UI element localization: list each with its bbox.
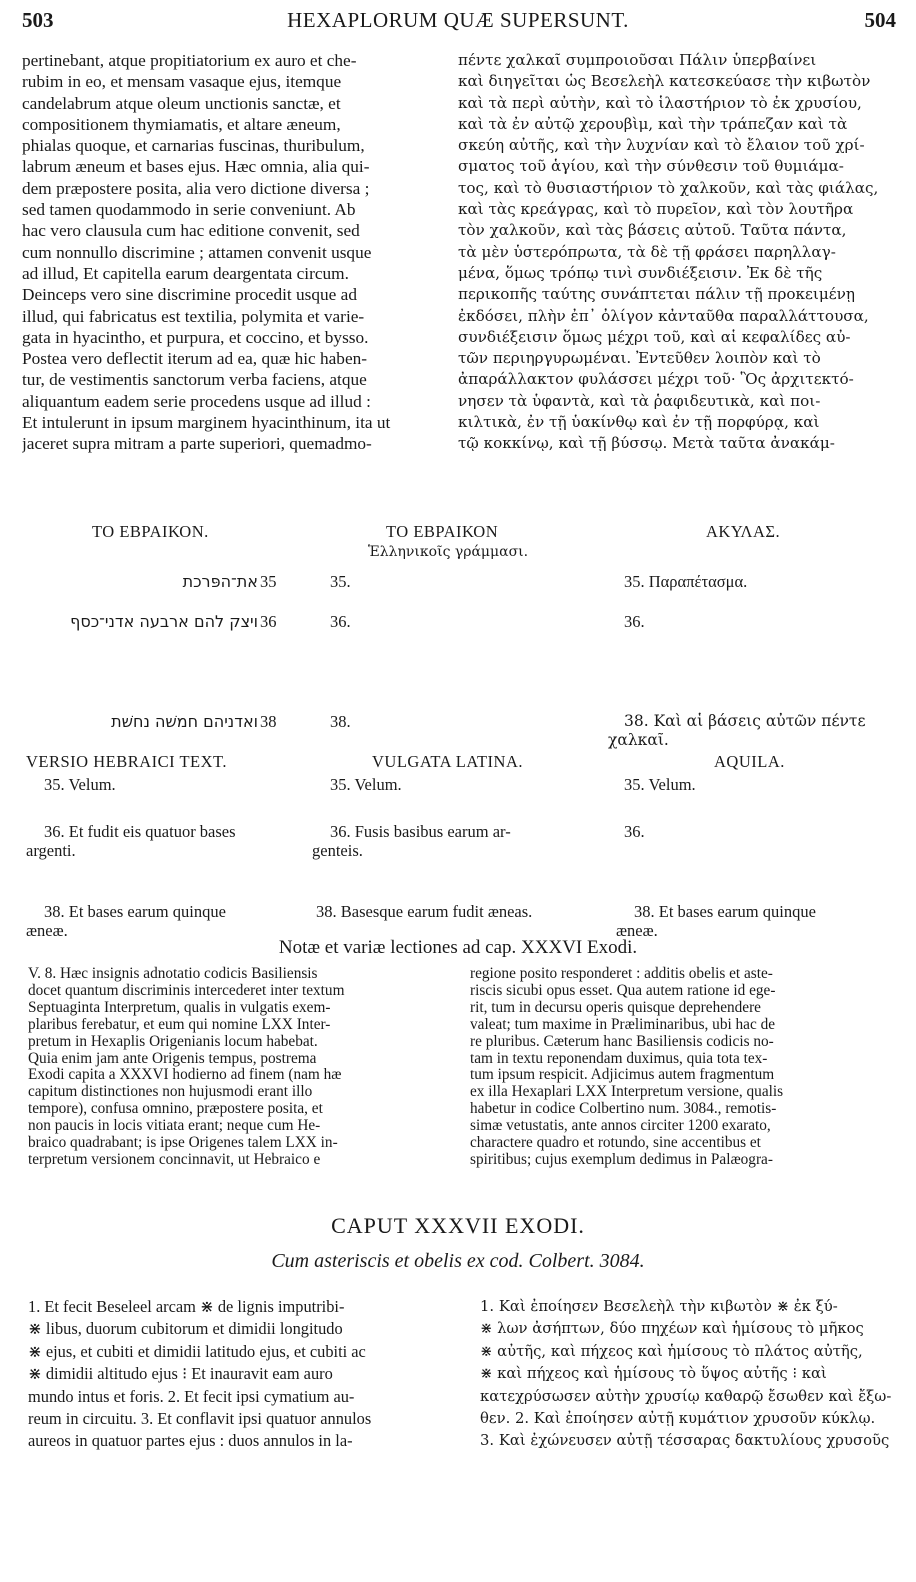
text-line: capitum distinctiones non hujusmodi erant illo: [28, 1084, 313, 1101]
hebrew-verse-38: ואדניהם חמשׁה נחשׁת: [111, 712, 258, 731]
text-line: aureos in quatuor partes ejus : duos annulos in la-: [28, 1431, 353, 1451]
text-line: 38. Et bases earum quinque: [44, 902, 226, 921]
text-line: ad illud, Et capitella earum deargentata circum.: [22, 263, 349, 283]
text-line: ἀπαράλλακτον φυλάσσει μέχρι τοῦ· Ὃς ἀρχιτεκτό-: [458, 370, 854, 389]
text-line: ⋇ λων ἀσήπτων, δύο πηχέων καὶ ἡμίσους τὸ μῆκος: [480, 1320, 864, 1338]
text-line: cum nonnullo discrimine ; attamen convenit usque: [22, 242, 372, 262]
greek-commentary: [458, 50, 898, 455]
text-line: tam in textu reponendam duximus, quia tota tex-: [470, 1050, 768, 1067]
column-header-hebrew: ΤΟ ΕΒΡΑΙΚΟΝ.: [92, 522, 209, 541]
aquila-greek-verse-35: 35. Παραπέτασμα.: [624, 572, 748, 591]
text-line: τὸν χαλκοῦν, καὶ τὰς βάσεις αὐτοῦ. Ταῦτα πάντα,: [458, 221, 847, 240]
vulgata-verse-36: [312, 822, 590, 860]
text-line: phialas quoque, et carnarias fuscinas, thuribulum,: [22, 136, 365, 156]
text-line: sed tamen quodammodo in serie conveniunt. Ab: [22, 200, 356, 220]
text-line: καὶ τὰς κρεάγρας, καὶ τὸ πυρεῖον, καὶ τὸν λουτῆρα: [458, 200, 854, 219]
text-line: dem præpostere posita, alia vero dictione diversa ;: [22, 178, 370, 198]
text-line: tum ipsum respicit. Adjicimus autem fragmentum: [470, 1067, 775, 1084]
text-line: non paucis in locis vitiata erant; neque cum He-: [28, 1118, 321, 1135]
aquila-greek-verse-36: 36.: [624, 612, 645, 631]
text-line: hac vero clausula cum hac editione convenit, sed: [22, 221, 360, 241]
text-line: Et intulerunt in ipsum marginem hyacinthinum, ita ut: [22, 413, 391, 433]
notes-title: Notæ et variæ lectiones ad cap. XXXVI Exodi.: [278, 937, 638, 958]
text-line: tur, de vestimentis sanctorum verba faciens, atque: [22, 370, 367, 390]
text-line: κατεχρύσωσεν αὐτὴν χρυσίῳ καθαρῷ ἔσωθεν καὶ ἔξω-: [480, 1387, 892, 1405]
text-line: 3. Καὶ ἐχώνευσεν αὐτῇ τέσσαρας δακτυλίους χρυσοῦς: [480, 1432, 890, 1450]
text-line: νησεν τὰ ὑφαντὰ, καὶ τὰ ῥαφιδευτικὰ, καὶ ποι-: [458, 391, 821, 410]
text-line: Quia enim jam ante Origenis tempus, postrema: [28, 1050, 317, 1067]
text-line: Septuaginta Interpretum, qualis in vulgatis exem-: [28, 999, 331, 1016]
text-line: re pluribus. Cæterum hanc Basiliensis codicis no-: [470, 1033, 774, 1050]
text-line: valeat; tum maxime in Præliminaribus, ubi hac de: [470, 1016, 776, 1033]
text-line: καὶ τὰ ἐν αὐτῷ χερουβὶμ, καὶ τὴν τράπεζαν καὶ τὰ: [458, 114, 848, 133]
text-line: τῷ κοκκίνῳ, καὶ τῇ βύσσῳ. Μετὰ ταῦτα ἀνακάμ-: [458, 434, 835, 453]
hebrew-verse-36: ויצק להם ארבעה אדני־כסף: [70, 612, 258, 631]
text-line: καὶ τὰ περὶ αὐτὴν, καὶ τὸ ἱλαστήριον τὸ ἐκ χρυσίου,: [458, 93, 862, 112]
column-header-versio: VERSIO HEBRAICI TEXT.: [26, 752, 228, 771]
text-line: καὶ διηγεῖται ὡς Βεσελεὴλ κατεσκεύασε τὴν κιβωτὸν: [458, 72, 871, 91]
text-line: braico quadrabant; is ipse Origenes talem LXX in-: [28, 1135, 338, 1152]
page-number-left: 503: [22, 8, 54, 32]
text-line: Postea vero deflectit iterum ad ea, quæ hic haben-: [22, 349, 368, 369]
text-line: Exodi capita a XXXVI hodierno ad finem (nam hæ: [28, 1067, 342, 1084]
text-line: V. 8. Hæc insignis adnotatio codicis Basiliensis: [28, 966, 318, 982]
chapter-title: CAPUT XXXVII EXODI.: [331, 1213, 585, 1238]
translit-verse-36: 36.: [330, 612, 351, 631]
text-line: 1. Et fecit Beseleel arcam ⋇ de lignis imputribi-: [28, 1297, 345, 1316]
text-line: συνδιέξεισιν ὅμως μέχρι τοῦ, καὶ αἱ κεφαλίδες αὐ-: [458, 327, 851, 346]
text-line: æneæ.: [26, 921, 68, 940]
notes-right-column: [470, 966, 898, 1169]
column-header-hebrew-greek-sub: Ἑλληνικοῖς γράμμασι.: [368, 544, 529, 560]
chapter-subtitle: Cum asteriscis et obelis ex cod. Colbert. 3084.: [271, 1250, 645, 1272]
text-line: rubim in eo, et mensam vasaque ejus, itemque: [22, 72, 342, 92]
text-line: ex illa Hexaplari LXX Interpretum versione, qualis: [470, 1084, 784, 1101]
versio-verse-38: [26, 902, 314, 940]
text-line: 38. Καὶ αἱ βάσεις αὐτῶν πέντε: [624, 712, 866, 730]
text-line: mundo intus et foris. 2. Et fecit ipsi cymatium au-: [28, 1386, 355, 1406]
vulgata-verse-38: 38. Basesque earum fudit æneas.: [316, 902, 533, 921]
latin-commentary: [22, 50, 446, 455]
text-line: charactere quadro et rotundo, sine accentibus et: [470, 1135, 761, 1152]
text-line: simæ vetustatis, ante annos circiter 1200 exarato,: [470, 1118, 771, 1135]
hebrew-verse-num-38: 38: [260, 712, 277, 731]
text-line: pertinebant, atque propitiatorium ex auro et che-: [22, 51, 357, 70]
aquila-latin-verse-35: 35. Velum.: [624, 775, 696, 794]
text-line: terpretum versionem concinnavit, ut Hebraico e: [28, 1151, 321, 1168]
text-line: περικοπῆς ταύτης συνάπτεται πάλιν τῇ προκειμένῃ: [458, 285, 855, 304]
text-line: Deinceps vero sine discrimine procedit usque ad: [22, 285, 357, 305]
text-line: τὰ μὲν ὑστερόπρωτα, τὰ δὲ τῇ φράσει παρηλλαγ-: [458, 242, 836, 261]
text-line: 38. Et bases earum quinque: [634, 902, 816, 921]
text-line: candelabrum atque oleum unctionis sanctæ, et: [22, 93, 341, 113]
vulgata-verse-35: 35. Velum.: [330, 775, 402, 794]
text-line: jaceret supra mitram a parte superiori, quemadmo-: [22, 434, 372, 454]
chapter-greek-text: [480, 1296, 900, 1453]
text-line: pretum in Hexaplis Origenianis locum habebat.: [28, 1033, 318, 1050]
translit-verse-38: 38.: [330, 712, 351, 731]
text-line: σματος τοῦ ἁγίου, καὶ τὴν σύνθεσιν τοῦ θυμιάμα-: [458, 157, 844, 176]
text-line: τος, καὶ τὸ θυσιαστήριον τὸ χαλκοῦν, καὶ τὰς φιάλας,: [458, 178, 879, 197]
text-line: gata in hyacintho, et purpura, et coccino, et bysso.: [22, 327, 369, 347]
hebrew-verse-35: את־הפּרכת: [182, 572, 258, 591]
text-line: 36. Et fudit eis quatuor bases: [44, 822, 236, 841]
text-line: ⋇ libus, duorum cubitorum et dimidii longitudo: [28, 1319, 343, 1339]
text-line: 1. Καὶ ἐποίησεν Βεσελεὴλ τὴν κιβωτὸν ⋇ ἐκ ξύ-: [480, 1298, 838, 1315]
column-header-hebrew-greek: ΤΟ ΕΒΡΑΙΚΟΝ: [386, 522, 499, 541]
hebrew-verse-num-36: 36: [260, 612, 277, 631]
text-line: rit, tum in decursu operis quisque deprehendere: [470, 999, 761, 1016]
text-line: κιλτικὰ, ἐν τῇ ὑακίνθῳ καὶ ἐν τῇ πορφύρᾳ, καὶ: [458, 413, 820, 432]
aquila-greek-verse-38: [608, 712, 866, 750]
running-title: HEXAPLORUM QUÆ SUPERSUNT.: [287, 8, 629, 32]
text-line: ⋇ αὐτῆς, καὶ πήχεος καὶ ἡμίσους τὸ πλάτος αὐτῆς,: [480, 1342, 863, 1360]
column-header-aquila-latin: AQUILA.: [714, 752, 785, 771]
text-line: ⋇ ejus, et cubiti et dimidii latitudo ejus, et cubiti ac: [28, 1341, 366, 1361]
text-line: ⋇ dimidii altitudo ejus ⁝ Et inauravit eam auro: [28, 1364, 333, 1384]
text-line: ἐκδόσει, πλὴν ἐπ᾽ ὀλίγον κἀνταῦθα παραλλάττουσα,: [458, 306, 869, 325]
chapter-latin-text: [28, 1296, 458, 1453]
aquila-latin-verse-38: [616, 902, 894, 940]
text-line: reum in circuitu. 3. Et conflavit ipsi quatuor annulos: [28, 1409, 372, 1429]
text-line: compositionem thymiamatis, et altare æneum,: [22, 114, 341, 134]
text-line: χαλκαῖ.: [608, 731, 669, 749]
page-number-right: 504: [864, 8, 896, 32]
hebrew-verse-num-35: 35: [260, 572, 277, 591]
text-line: ⋇ καὶ πήχεος καὶ ἡμίσους τὸ ὕψος αὐτῆς ⁝ καὶ: [480, 1365, 827, 1383]
notes-left-column: [28, 966, 456, 1169]
text-line: æneæ.: [616, 921, 658, 940]
text-line: docet quantum discriminis intercederet inter textum: [28, 982, 345, 999]
translit-verse-35: 35.: [330, 572, 351, 591]
text-line: πέντε χαλκαῖ συμπροιοῦσαι Πάλιν ὑπερβαίνει: [458, 51, 817, 69]
text-line: 36. Fusis basibus earum ar-: [330, 822, 511, 841]
text-line: μένα, ὅμως τρόπῳ τινὶ συνδιέξεισιν. Ἐκ δὲ τῆς: [458, 263, 823, 282]
text-line: argenti.: [26, 841, 76, 860]
aquila-latin-verse-36: 36.: [624, 822, 645, 841]
text-line: θεν. 2. Καὶ ἐποίησεν αὐτῇ κυμάτιον χρυσοῦν κύκλῳ.: [480, 1410, 876, 1428]
text-line: riscis sicubi opus esset. Qua autem ratione id ege-: [470, 982, 776, 999]
text-line: σκεύη αὐτῆς, καὶ τὴν λυχνίαν καὶ τὸ ἔλαιον τοῦ χρί-: [458, 136, 865, 155]
versio-verse-36: [26, 822, 314, 860]
text-line: regione posito responderet : additis obelis et aste-: [470, 966, 773, 982]
text-line: genteis.: [312, 841, 363, 860]
column-header-aquila-greek: ΑΚΥΛΑΣ.: [706, 522, 781, 541]
text-line: labrum æneum et bases ejus. Hæc omnia, alia qui-: [22, 157, 370, 177]
text-line: τῶν περιηργυρωμέναι. Ἐντεῦθεν λοιπὸν καὶ τὸ: [458, 349, 821, 368]
text-line: habetur in codice Colbertino num. 3084., remotis-: [470, 1101, 777, 1118]
text-line: spiritibus; cujus exemplum dedimus in Palæogra-: [470, 1151, 773, 1168]
text-line: plaribus ferebatur, et eum qui nomine LXX Inter-: [28, 1016, 331, 1033]
text-line: illud, qui fabricatus est textilia, polymita et varie-: [22, 306, 365, 326]
text-line: tempore), confusa omnino, præpostere posita, et: [28, 1101, 323, 1118]
column-header-vulgata: VULGATA LATINA.: [372, 752, 523, 771]
text-line: aliquantum eadem serie procedens usque ad illud :: [22, 391, 371, 411]
versio-verse-35: 35. Velum.: [44, 775, 116, 794]
